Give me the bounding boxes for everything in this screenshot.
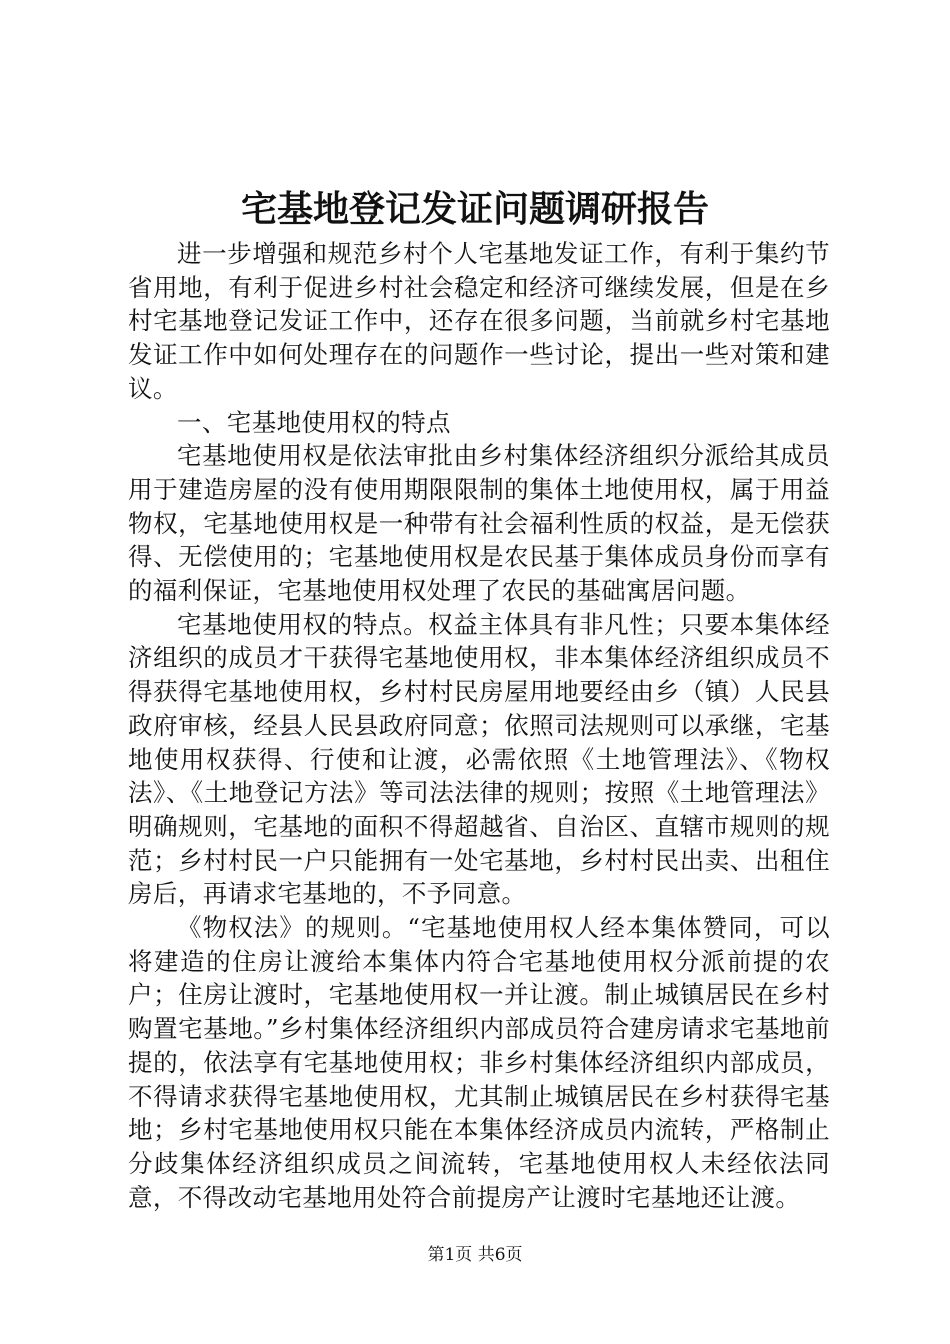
paragraph-intro: 进一步增强和规范乡村个人宅基地发证工作，有利于集约节省用地，有利于促进乡村社会稳定和经济可继续发展，但是在乡村宅基地登记发证工作中，还存在很多问题，当前就乡村宅基地发证工作中如何处理存在的问题作一些讨论，提出一些对策和建议。 xyxy=(128,239,830,403)
document-body xyxy=(128,237,830,1214)
paragraph-definition: 宅基地使用权是依法审批由乡村集体经济组织分派给其成员用于建造房屋的没有使用期限限制的集体土地使用权，属于用益物权，宅基地使用权是一种带有社会福利性质的权益，是无偿获得、无偿使用的；宅基地使用权是农民基于集体成员身份而享有的福利保证，宅基地使用权处理了农民的基础寓居问题。 xyxy=(128,441,830,606)
paragraph-property-law: 《物权法》的规则。“宅基地使用权人经本集体赞同，可以将建造的住房让渡给本集体内符合宅基地使用权分派前提的农户；住房让渡时，宅基地使用权一并让渡。制止城镇居民在乡村购置宅基地。”乡村集体经济组织内部成员符合建房请求宅基地前提的，依法享有宅基地使用权；非乡村集体经济组织内部成员，不得请求获得宅基地使用权，尤其制止城镇居民在乡村获得宅基地；乡村宅基地使用权只能在本集体经济成员内流转，严格制止分歧集体经济组织成员之间流转，宅基地使用权人未经依法同意，不得改动宅基地用处符合前提房产让渡时宅基地还让渡。 xyxy=(128,913,830,1212)
paragraph-features: 宅基地使用权的特点。权益主体具有非凡性；只要本集体经济组织的成员才干获得宅基地使用权，非本集体经济组织成员不得获得宅基地使用权，乡村村民房屋用地要经由乡（镇）人民县政府审核，经县人民县政府同意；依照司法规则可以承继，宅基地使用权获得、行使和让渡，必需依照《土地管理法》、《物权法》、《土地登记方法》等司法法律的规则；按照《土地管理法》明确规则，宅基地的面积不得超越省、自治区、直辖市规则的规范；乡村村民一户只能拥有一处宅基地，乡村村民出卖、出租住房后，再请求宅基地的，不予同意。 xyxy=(128,609,830,909)
document-title: 宅基地登记发证问题调研报告 xyxy=(240,188,709,230)
page-number-footer: 第1页 共6页 xyxy=(427,1245,523,1265)
section-heading: 一、宅基地使用权的特点 xyxy=(177,407,451,437)
